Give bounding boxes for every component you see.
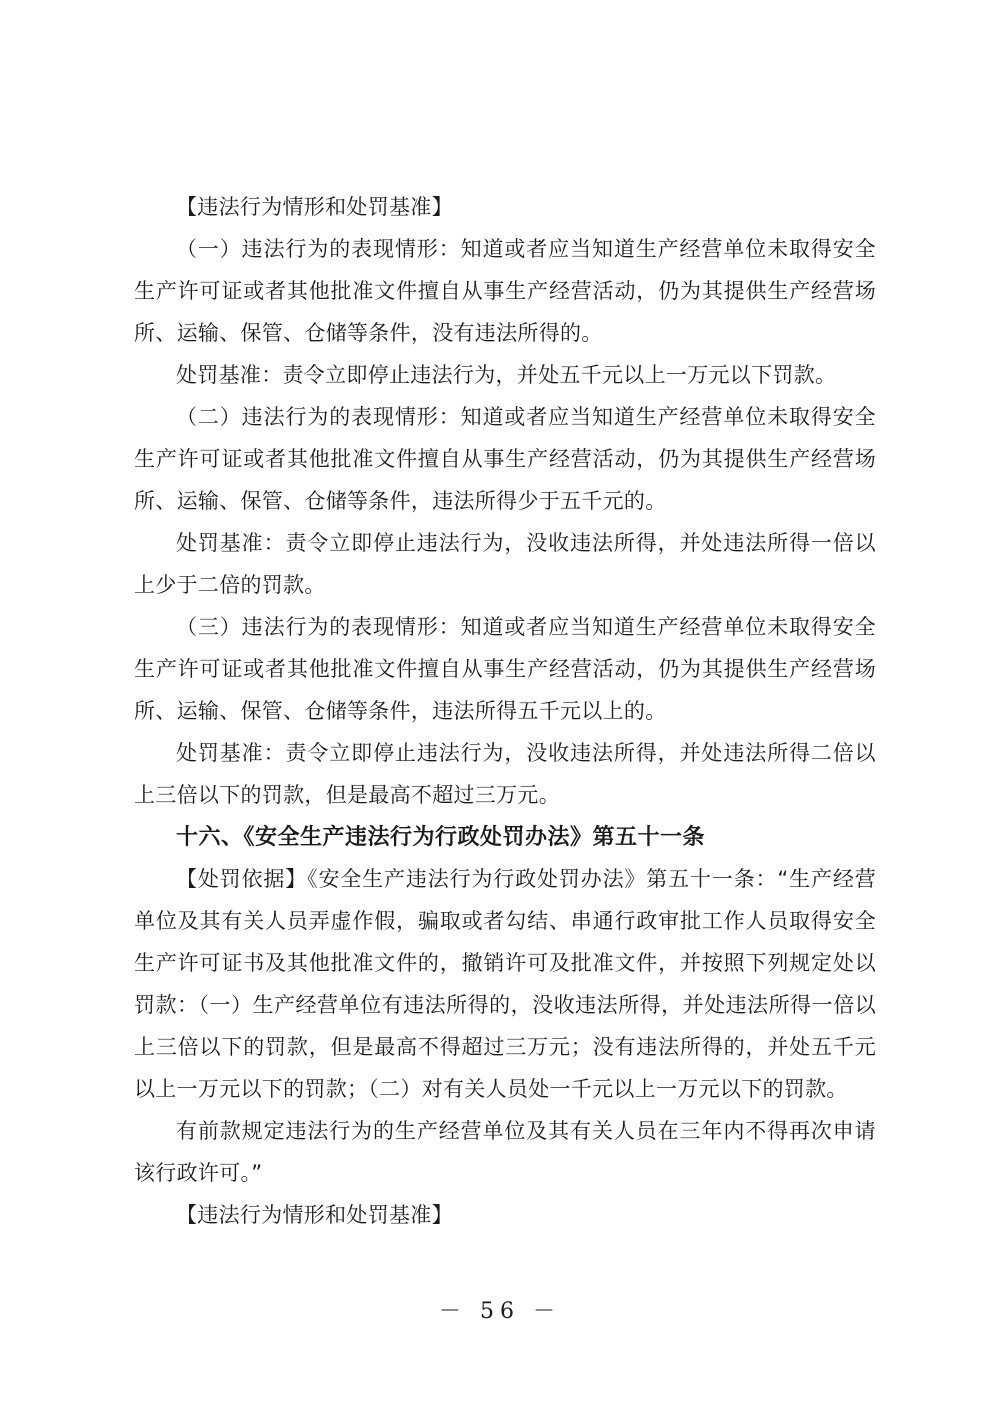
paragraph-case-3: （三）违法行为的表现情形：知道或者应当知道生产经营单位未取得安全生产许可证或者其他批准文件擅自从事生产经营活动，仍为其提供生产经营场所、运输、保管、仓储等条件，违法所得五千元以上的。: [134, 615, 876, 723]
section-heading: 十六、《安全生产违法行为行政处罚办法》第五十一条: [176, 824, 706, 850]
paragraph-legal-basis: 【处罚依据】《安全生产违法行为行政处罚办法》第五十一条：“生产经营单位及其有关人员弄虚作假，骗取或者勾结、串通行政审批工作人员取得安全生产许可证书及其他批准文件的，撤销许可及批准文件，并按照下列规定处以罚款：（一）生产经营单位有违法所得的，没收违法所得，并处违法所得一倍以上三倍以下的罚款，但是最高不得超过三万元；没有违法所得的，并处五千元以上一万元以下的罚款；（二）对有关人员处一千元以上一万元以下的罚款。: [134, 867, 876, 1101]
section-label: 【违法行为情形和处罚基准】: [176, 1203, 453, 1227]
document-body: [134, 186, 876, 1236]
paragraph-case-2: （二）违法行为的表现情形：知道或者应当知道生产经营单位未取得安全生产许可证或者其他批准文件擅自从事生产经营活动，仍为其提供生产经营场所、运输、保管、仓储等条件，违法所得少于五千元的。: [134, 405, 876, 513]
paragraph-legal-basis-cont: 有前款规定违法行为的生产经营单位及其有关人员在三年内不得再次申请该行政许可。”: [134, 1119, 876, 1185]
section-label: 【违法行为情形和处罚基准】: [176, 195, 453, 219]
paragraph-penalty-3: 处罚基准：责令立即停止违法行为，没收违法所得，并处违法所得二倍以上三倍以下的罚款，但是最高不超过三万元。: [134, 741, 876, 807]
paragraph-penalty-1: 处罚基准：责令立即停止违法行为，并处五千元以上一万元以下罚款。: [176, 363, 837, 387]
paragraph-penalty-2: 处罚基准：责令立即停止违法行为，没收违法所得，并处违法所得一倍以上少于二倍的罚款。: [134, 531, 876, 597]
paragraph-case-1: （一）违法行为的表现情形：知道或者应当知道生产经营单位未取得安全生产许可证或者其他批准文件擅自从事生产经营活动，仍为其提供生产经营场所、运输、保管、仓储等条件，没有违法所得的。: [134, 237, 876, 345]
page-number: － 56 －: [439, 1299, 561, 1324]
